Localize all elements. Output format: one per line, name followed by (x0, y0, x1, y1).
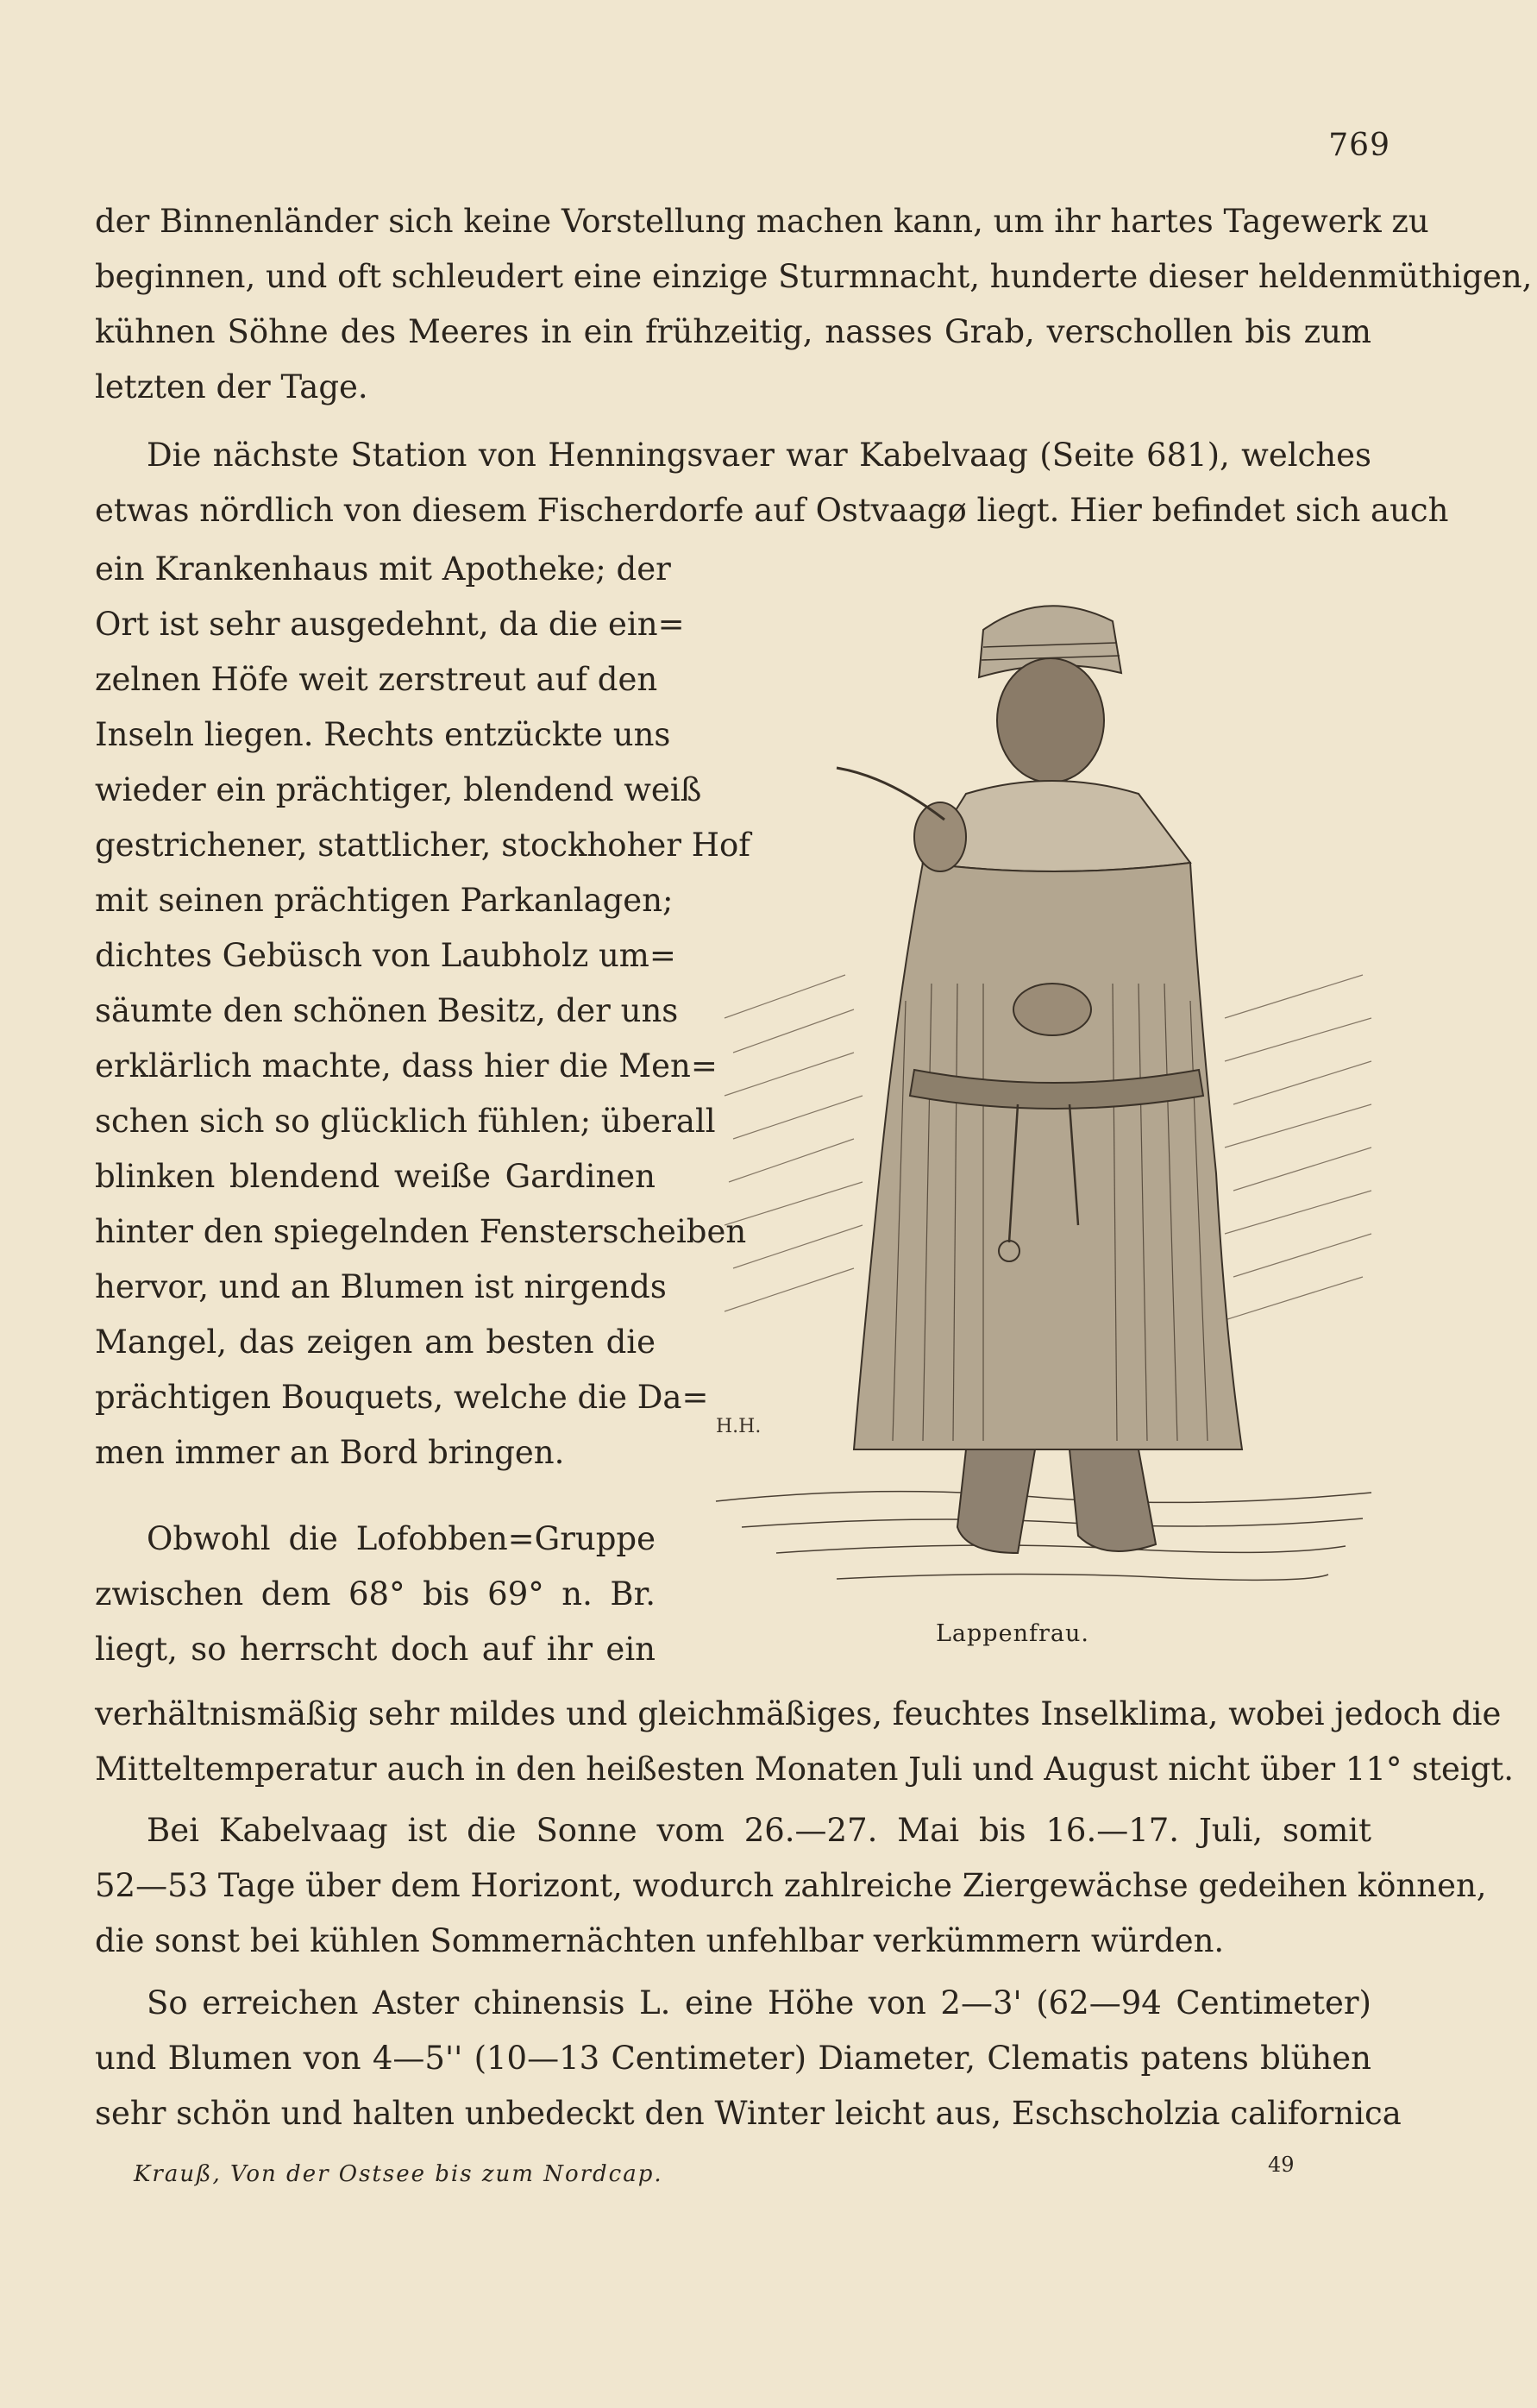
engraving-image (707, 569, 1380, 1631)
text-line: zwischen dem 68° bis 69° n. Br. (95, 1575, 656, 1613)
text-line: der Binnenländer sich keine Vorstellung machen kann, um ihr hartes Tagewerk zu (95, 203, 1429, 240)
text-line: blinken blendend weiße Gardinen (95, 1158, 656, 1195)
text-line: letzten der Tage. (95, 368, 368, 406)
text-line: liegt, so herrscht doch auf ihr ein (95, 1631, 656, 1668)
text-line: Mitteltemperatur auch in den heißesten Monaten Juli und August nicht über 11° steigt. (95, 1751, 1515, 1788)
text-line: Obwohl die Lofobben=Gruppe (147, 1520, 656, 1557)
text-line: schen sich so glücklich fühlen; überall (95, 1103, 716, 1140)
text-line: Bei Kabelvaag ist die Sonne vom 26.—27. Mai bis 16.—17. Juli, somit (147, 1812, 1371, 1849)
engraving-lapp-woman (707, 569, 1380, 1631)
text-line: gestrichener, stattlicher, stockhoher Hof (95, 827, 750, 864)
svg-text:H.H.: H.H. (716, 1416, 762, 1437)
text-line: Mangel, das zeigen am besten die (95, 1323, 656, 1361)
text-line: prächtigen Bouquets, welche die Da= (95, 1379, 709, 1416)
text-line: beginnen, und oft schleudert eine einzige Sturmnacht, hunderte dieser heldenmüthigen, (95, 258, 1533, 295)
text-line: säumte den schönen Besitz, der uns (95, 992, 679, 1029)
page-number: 769 (1328, 128, 1390, 163)
figure-caption: Lappenfrau. (936, 1620, 1089, 1647)
text-line: Die nächste Station von Henningsvaer war Kabelvaag (Seite 681), welches (147, 437, 1371, 474)
text-line: verhältnismäßig sehr mildes und gleichmäßiges, feuchtes Inselklima, wobei jedoch die (95, 1695, 1502, 1732)
text-line: kühnen Söhne des Meeres in ein frühzeitig, nasses Grab, verschollen bis zum (95, 313, 1371, 350)
text-line: sehr schön und halten unbedeckt den Winter leicht aus, Eschscholzia californica (95, 2095, 1402, 2132)
text-line: men immer an Bord bringen. (95, 1434, 565, 1471)
text-line: erklärlich machte, dass hier die Men= (95, 1047, 718, 1085)
text-line: hinter den spiegelnden Fensterscheiben (95, 1213, 747, 1250)
text-line: wieder ein prächtiger, blendend weiß (95, 771, 702, 808)
text-line: Ort ist sehr ausgedehnt, da die ein= (95, 606, 685, 643)
text-line: ein Krankenhaus mit Apotheke; der (95, 550, 671, 588)
text-line: mit seinen prächtigen Parkanlagen; (95, 882, 674, 919)
footer-sheet-number: 49 (1268, 2153, 1295, 2177)
text-line: hervor, und an Blumen ist nirgends (95, 1268, 667, 1305)
text-line: zelnen Höfe weit zerstreut auf den (95, 661, 658, 698)
text-line: So erreichen Aster chinensis L. eine Höhe von 2—3' (62—94 Centimeter) (147, 1984, 1371, 2021)
text-line: etwas nördlich von diesem Fischerdorfe auf Ostvaagø liegt. Hier befindet sich auch (95, 492, 1449, 529)
text-line: dichtes Gebüsch von Laubholz um= (95, 937, 676, 974)
text-line: 52—53 Tage über dem Horizont, wodurch zahlreiche Ziergewächse gedeihen können, (95, 1867, 1487, 1904)
text-line: Inseln liegen. Rechts entzückte uns (95, 716, 671, 753)
text-line: die sonst bei kühlen Sommernächten unfehlbar verkümmern würden. (95, 1922, 1225, 1959)
footer-signature: Krauß, Von der Ostsee bis zum Nordcap. (134, 2161, 663, 2187)
text-line: und Blumen von 4—5'' (10—13 Centimeter) Diameter, Clematis patens blühen (95, 2040, 1371, 2077)
